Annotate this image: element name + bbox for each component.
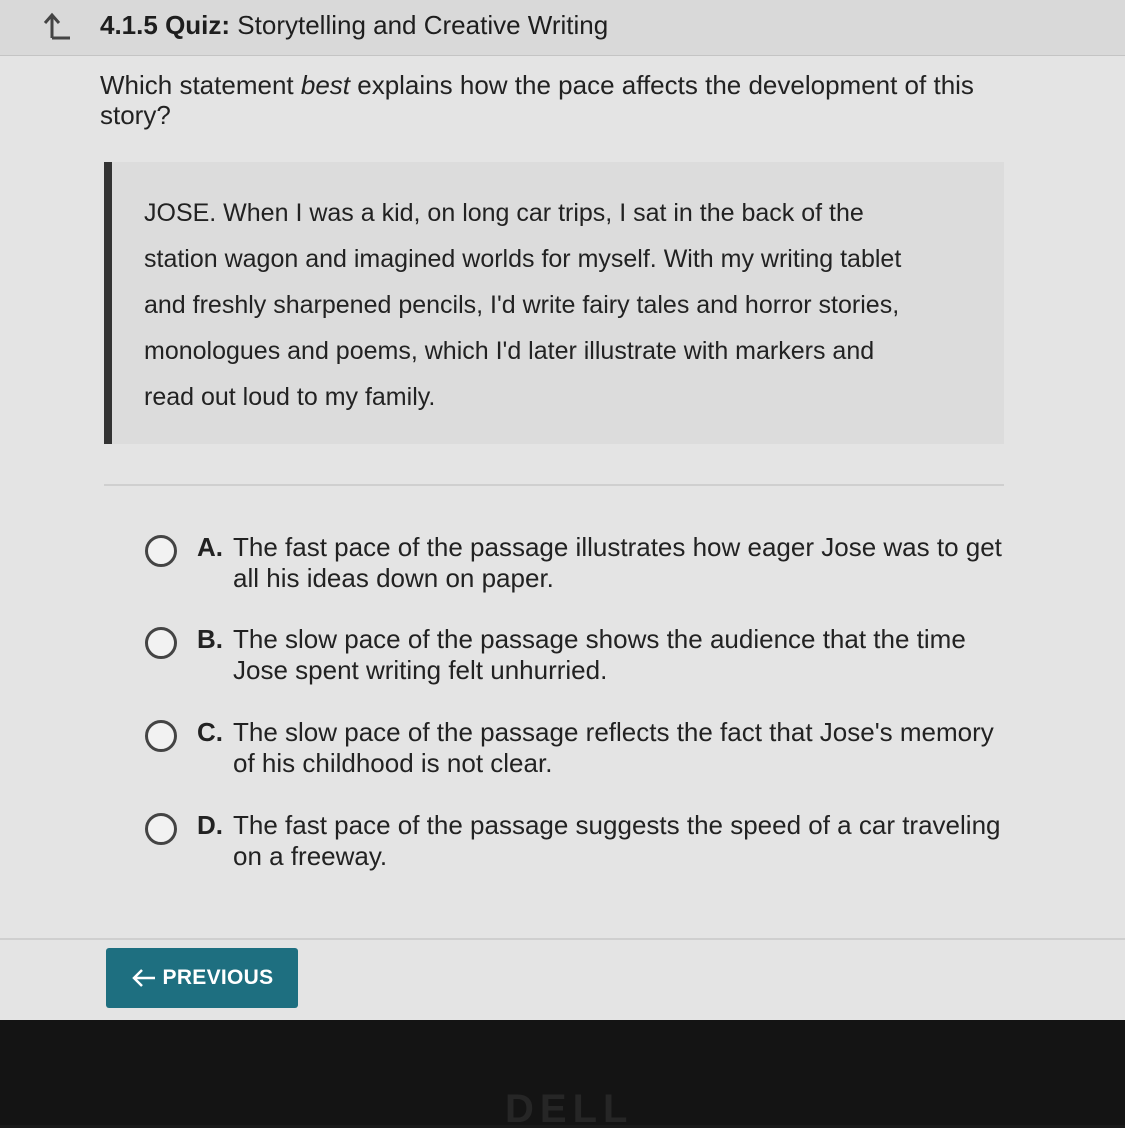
option-letter: B. <box>197 624 223 654</box>
passage-block <box>104 162 1004 444</box>
question-emphasis: best <box>300 70 351 100</box>
option-text[interactable]: The fast pace of the passage illustrates how eager Jose was to get all his ideas down on paper. <box>233 532 1002 593</box>
option-letter: A. <box>197 532 223 562</box>
top-bar <box>0 0 1125 56</box>
radio-button-c[interactable] <box>145 720 177 752</box>
option-letter: C. <box>197 717 223 747</box>
previous-label: PREVIOUS <box>162 966 274 989</box>
quiz-label: Quiz: <box>165 10 231 40</box>
radio-button-b[interactable] <box>145 627 177 659</box>
option-d[interactable] <box>145 810 1015 872</box>
quiz-name: Storytelling and Creative Writing <box>237 10 609 40</box>
option-a[interactable] <box>145 532 1015 594</box>
previous-button[interactable] <box>106 948 298 1008</box>
option-c[interactable] <box>145 717 1015 779</box>
question-text-part: explains how the pace affects the development of this story? <box>100 70 974 130</box>
passage-line: read out loud to my family. <box>144 383 436 411</box>
option-text[interactable]: The fast pace of the passage suggests the speed of a car traveling on a freeway. <box>233 810 1001 871</box>
option-text[interactable]: The slow pace of the passage reflects the fact that Jose's memory of his childhood is not clear. <box>233 717 994 778</box>
quiz-number: 4.1.5 <box>100 10 158 40</box>
passage-line: monologues and poems, which I'd later illustrate with markers and <box>144 337 875 365</box>
option-text[interactable]: The slow pace of the passage shows the audience that the time Jose spent writing felt unhurried. <box>233 624 966 685</box>
passage-line: JOSE. When I was a kid, on long car trips, I sat in the back of the <box>144 199 864 227</box>
divider <box>104 484 1004 486</box>
question-text <box>100 70 1020 130</box>
radio-button-d[interactable] <box>145 813 177 845</box>
passage-line: station wagon and imagined worlds for myself. With my writing tablet <box>144 245 902 273</box>
option-letter: D. <box>197 810 223 840</box>
question-text-part: Which statement <box>100 70 301 100</box>
radio-button-a[interactable] <box>145 535 177 567</box>
quiz-title <box>100 10 608 41</box>
monitor-logo <box>505 1088 665 1128</box>
arrow-left-icon <box>131 968 157 988</box>
option-b[interactable] <box>145 624 1015 686</box>
passage-line: and freshly sharpened pencils, I'd write fairy tales and horror stories, <box>144 291 900 319</box>
divider <box>0 938 1125 940</box>
return-arrow-icon[interactable] <box>40 8 80 44</box>
svg-text:DELL: DELL <box>505 1088 634 1128</box>
